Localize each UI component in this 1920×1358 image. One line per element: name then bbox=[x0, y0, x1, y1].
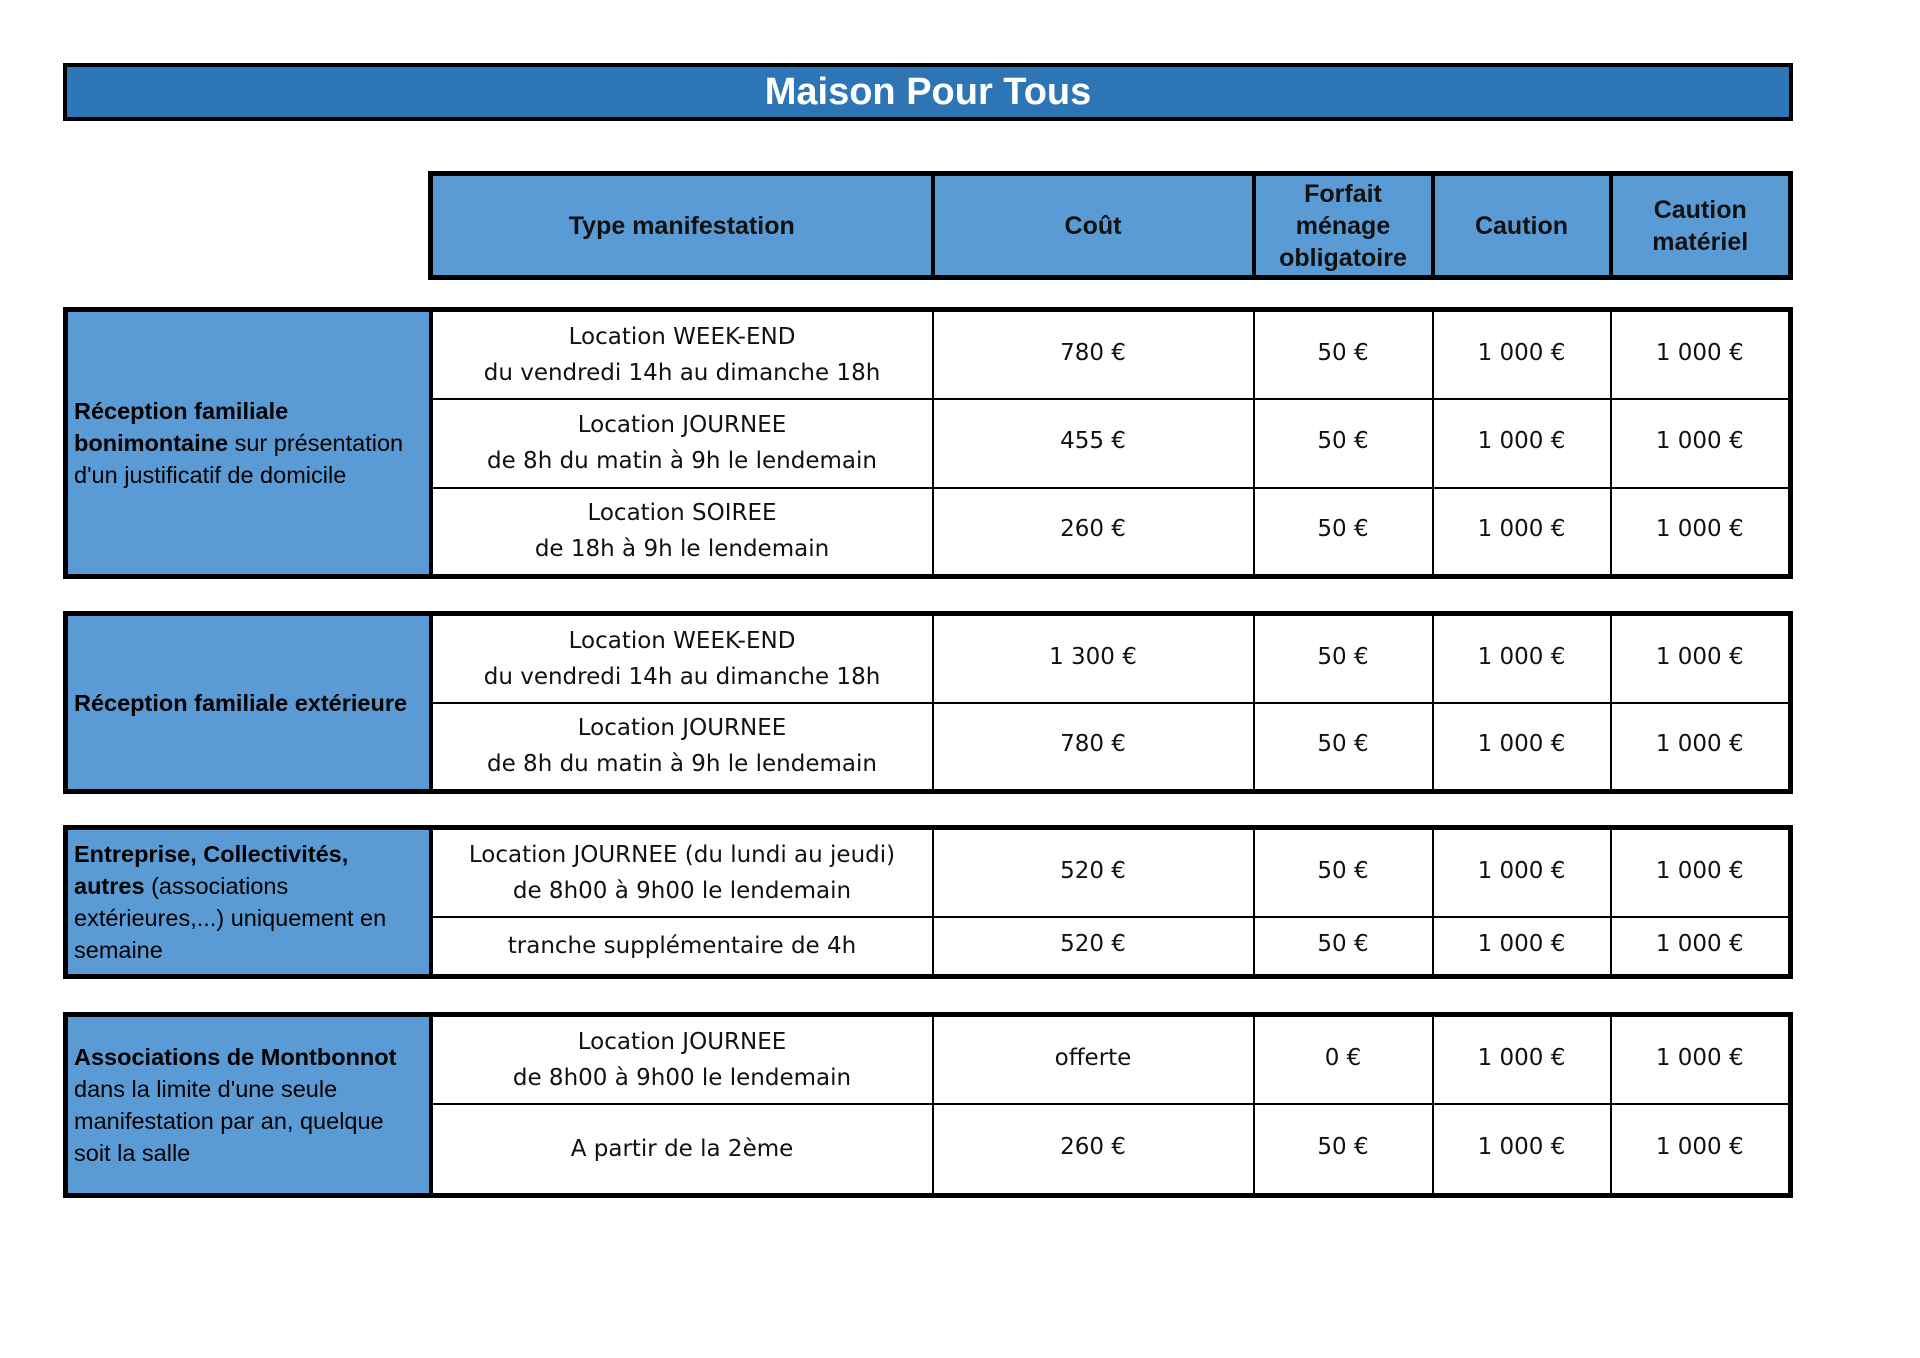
category-cell bbox=[66, 310, 431, 577]
type-cell bbox=[431, 614, 933, 703]
category-title: Entreprise, Collectivités, autres bbox=[74, 841, 349, 899]
type-line-1: A partir de la 2ème bbox=[570, 1135, 794, 1162]
type-cell bbox=[431, 1015, 933, 1104]
caution-cell: 1 000 € bbox=[1433, 1015, 1611, 1104]
type-cell bbox=[431, 1104, 933, 1196]
caution-cell: 1 000 € bbox=[1433, 310, 1611, 399]
cout-cell: 260 € bbox=[933, 1104, 1254, 1196]
cout-cell: 780 € bbox=[933, 703, 1254, 792]
forfait-cell: 50 € bbox=[1254, 488, 1433, 577]
type-line-1: Location WEEK-END bbox=[568, 627, 796, 654]
cout-cell: 455 € bbox=[933, 399, 1254, 488]
group-associations-montbonnot bbox=[63, 1012, 1793, 1198]
caution-cell: 1 000 € bbox=[1433, 917, 1611, 977]
type-line-2: de 18h à 9h le lendemain bbox=[534, 536, 830, 563]
type-line-1: tranche supplémentaire de 4h bbox=[507, 932, 857, 959]
caution-materiel-cell: 1 000 € bbox=[1611, 703, 1791, 792]
col-header-caution-materiel: Caution matériel bbox=[1611, 174, 1791, 278]
caution-materiel-cell: 1 000 € bbox=[1611, 917, 1791, 977]
forfait-cell: 50 € bbox=[1254, 310, 1433, 399]
table-row bbox=[66, 1015, 1791, 1104]
caution-materiel-cell: 1 000 € bbox=[1611, 614, 1791, 703]
type-cell bbox=[431, 917, 933, 977]
group-reception-exterieure bbox=[63, 611, 1793, 794]
type-line-2: de 8h du matin à 9h le lendemain bbox=[487, 751, 877, 778]
category-cell bbox=[66, 828, 431, 977]
col-header-cout: Coût bbox=[933, 174, 1254, 278]
table-row bbox=[66, 310, 1791, 399]
type-line-2: du vendredi 14h au dimanche 18h bbox=[483, 359, 881, 386]
category-cell bbox=[66, 1015, 431, 1196]
caution-cell: 1 000 € bbox=[1433, 614, 1611, 703]
col-header-type: Type manifestation bbox=[431, 174, 933, 278]
category-note: (associations extérieures,...) uniquement en semaine bbox=[74, 873, 387, 963]
forfait-cell: 50 € bbox=[1254, 828, 1433, 917]
caution-materiel-cell: 1 000 € bbox=[1611, 1104, 1791, 1196]
type-cell bbox=[431, 310, 933, 399]
caution-materiel-cell: 1 000 € bbox=[1611, 310, 1791, 399]
caution-materiel-cell: 1 000 € bbox=[1611, 1015, 1791, 1104]
category-cell bbox=[66, 614, 431, 792]
type-cell bbox=[431, 828, 933, 917]
col-header-forfait: Forfait ménage obligatoire bbox=[1254, 174, 1433, 278]
caution-cell: 1 000 € bbox=[1433, 828, 1611, 917]
caution-cell: 1 000 € bbox=[1433, 399, 1611, 488]
cout-cell: 780 € bbox=[933, 310, 1254, 399]
caution-cell: 1 000 € bbox=[1433, 488, 1611, 577]
forfait-cell: 50 € bbox=[1254, 399, 1433, 488]
caution-materiel-cell: 1 000 € bbox=[1611, 399, 1791, 488]
table-row bbox=[66, 614, 1791, 703]
category-title: Associations de Montbonnot bbox=[74, 1044, 397, 1070]
category-note: sur présentation d'un justificatif de domicile bbox=[74, 430, 404, 488]
type-cell bbox=[431, 488, 933, 577]
forfait-cell: 50 € bbox=[1254, 703, 1433, 792]
column-header-table bbox=[428, 171, 1793, 280]
column-header-row bbox=[431, 174, 1791, 278]
cout-cell: 520 € bbox=[933, 828, 1254, 917]
type-line-1: Location SOIREE bbox=[587, 500, 777, 527]
category-title: Réception familiale bonimontaine bbox=[74, 398, 289, 456]
type-line-1: Location JOURNEE bbox=[577, 715, 787, 742]
cout-cell: 520 € bbox=[933, 917, 1254, 977]
page-title: Maison Pour Tous bbox=[63, 63, 1793, 121]
caution-materiel-cell: 1 000 € bbox=[1611, 488, 1791, 577]
cout-cell: offerte bbox=[933, 1015, 1254, 1104]
type-line-1: Location JOURNEE (du lundi au jeudi) bbox=[468, 841, 896, 868]
col-header-caution: Caution bbox=[1433, 174, 1611, 278]
caution-materiel-cell: 1 000 € bbox=[1611, 828, 1791, 917]
type-cell bbox=[431, 399, 933, 488]
type-line-1: Location JOURNEE bbox=[577, 1028, 787, 1055]
type-cell bbox=[431, 703, 933, 792]
caution-cell: 1 000 € bbox=[1433, 703, 1611, 792]
category-title: Réception familiale extérieure bbox=[74, 689, 408, 716]
type-line-2: de 8h00 à 9h00 le lendemain bbox=[512, 877, 852, 904]
type-line-2: de 8h00 à 9h00 le lendemain bbox=[512, 1064, 852, 1091]
forfait-cell: 50 € bbox=[1254, 1104, 1433, 1196]
caution-cell: 1 000 € bbox=[1433, 1104, 1611, 1196]
category-note: dans la limite d'une seule manifestation par an, quelque soit la salle bbox=[74, 1076, 384, 1166]
group-reception-bonimontaine bbox=[63, 307, 1793, 579]
forfait-cell: 0 € bbox=[1254, 1015, 1433, 1104]
type-line-2: de 8h du matin à 9h le lendemain bbox=[487, 448, 877, 474]
table-row bbox=[66, 828, 1791, 917]
cout-cell: 1 300 € bbox=[933, 614, 1254, 703]
forfait-cell: 50 € bbox=[1254, 614, 1433, 703]
type-line-1: Location WEEK-END bbox=[568, 323, 796, 350]
type-line-1: Location JOURNEE bbox=[577, 412, 787, 438]
group-entreprise bbox=[63, 825, 1793, 979]
forfait-cell: 50 € bbox=[1254, 917, 1433, 977]
type-line-2: du vendredi 14h au dimanche 18h bbox=[483, 663, 881, 690]
cout-cell: 260 € bbox=[933, 488, 1254, 577]
